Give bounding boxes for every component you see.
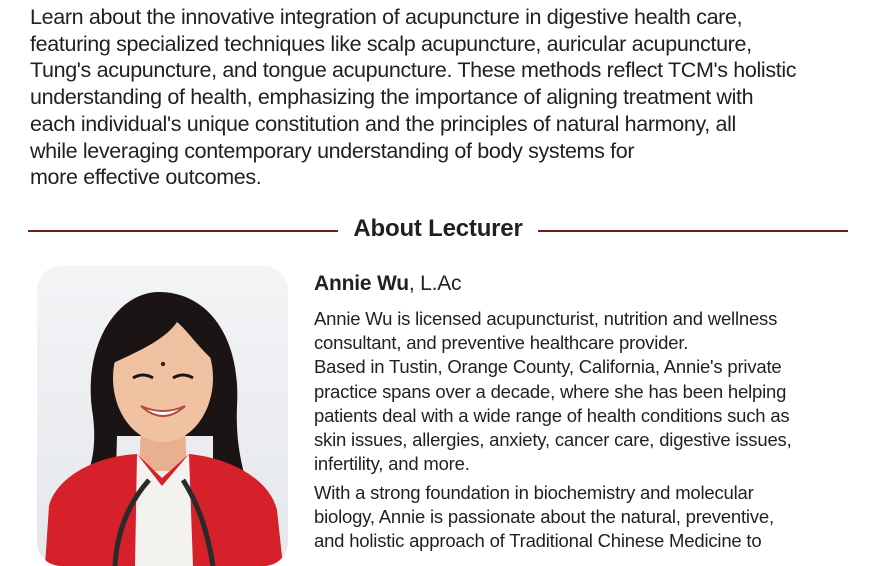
bio-line: biology, Annie is passionate about the natural, preventive, (314, 506, 774, 528)
intro-paragraph (30, 4, 870, 191)
intro-line: more effective outcomes. (30, 165, 262, 190)
lecturer-photo (37, 266, 288, 566)
intro-line: featuring specialized techniques like scalp acupuncture, auricular acupuncture, (30, 31, 752, 56)
section-title: About Lecturer (353, 215, 523, 242)
bio-line: practice spans over a decade, where she has been helping (314, 380, 787, 402)
portrait-illustration (37, 266, 288, 566)
section-header (28, 214, 848, 248)
bio-line: consultant, and preventive healthcare provider. (314, 332, 689, 354)
intro-line: Tung's acupuncture, and tongue acupuncture. These methods reflect TCM's holistic (30, 58, 797, 83)
lecturer-name: Annie Wu (314, 272, 409, 295)
bio-line: Annie Wu is licensed acupuncturist, nutrition and wellness (314, 308, 778, 329)
bio-line: patients deal with a wide range of health conditions such as (314, 404, 790, 426)
lecturer-bio-paragraph-2 (314, 481, 874, 554)
divider-left (28, 230, 338, 232)
divider-right (538, 230, 848, 232)
bio-line: skin issues, allergies, anxiety, cancer care, digestive issues, (314, 429, 792, 451)
intro-line: while leveraging contemporary understanding of body systems for (30, 138, 635, 163)
intro-line: Learn about the innovative integration of acupuncture in digestive health care, (30, 5, 743, 29)
bio-line: Based in Tustin, Orange County, California, Annie's private (314, 356, 782, 378)
intro-line: understanding of health, emphasizing the importance of aligning treatment with (30, 85, 754, 110)
lecturer-name-line (314, 272, 461, 296)
lecturer-bio-paragraph-1 (314, 307, 874, 476)
lecturer-credential: , L.Ac (408, 272, 462, 295)
bio-line: and holistic approach of Traditional Chinese Medicine to (314, 530, 762, 552)
bio-line: infertility, and more. (314, 453, 470, 475)
intro-line: each individual's unique constitution and the principles of natural harmony, all (30, 111, 736, 136)
bio-line: With a strong foundation in biochemistry and molecular (314, 482, 754, 503)
